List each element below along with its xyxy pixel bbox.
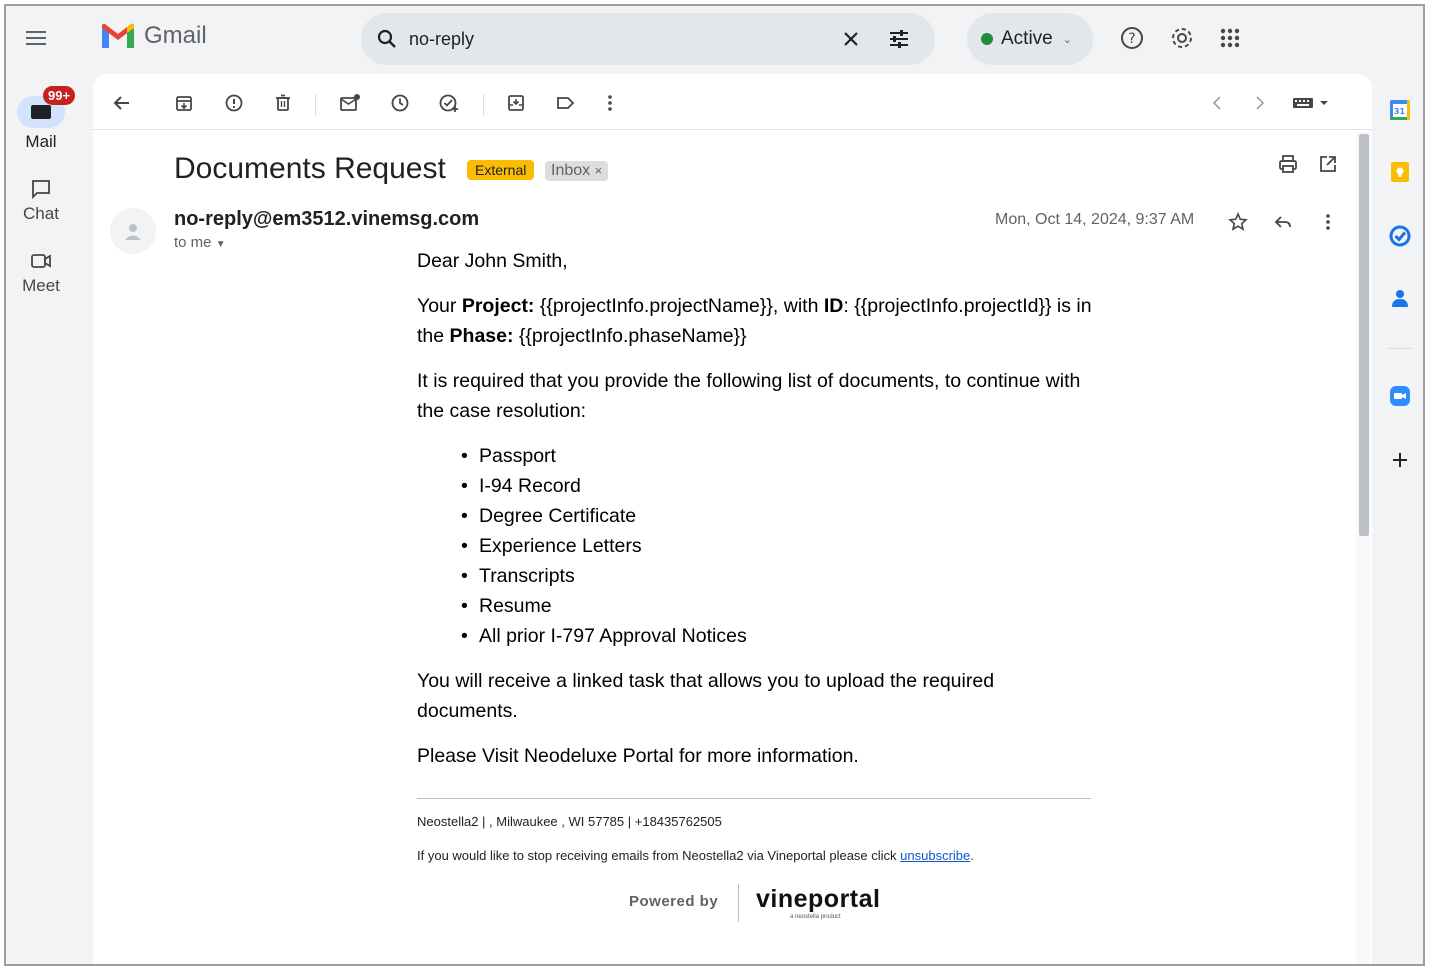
open-new-window-icon[interactable]: [1316, 152, 1340, 176]
email-view: [93, 74, 1372, 966]
inbox-label-text: Inbox: [551, 162, 591, 179]
inbox-label-chip[interactable]: [545, 161, 608, 181]
rail-item-meet[interactable]: [6, 246, 76, 296]
rail-label-chat: Chat: [23, 204, 59, 223]
remove-label-icon[interactable]: ×: [594, 163, 603, 178]
clear-search-icon[interactable]: [839, 27, 863, 51]
app-name: Gmail: [144, 22, 207, 49]
vineportal-tagline: a neostella product: [790, 914, 841, 920]
required-paragraph: It is required that you provide the following list of documents, to continue with the case resolution:: [417, 370, 1081, 422]
side-panel-rail: [1376, 70, 1425, 966]
label-tag-icon[interactable]: [554, 92, 576, 114]
print-icon[interactable]: [1276, 152, 1300, 176]
email-toolbar: [93, 74, 1372, 130]
rail-label-meet: Meet: [22, 276, 60, 295]
apps-grid-icon[interactable]: [1216, 24, 1244, 52]
report-spam-icon[interactable]: [223, 92, 245, 114]
recipient-details[interactable]: [174, 234, 226, 251]
more-vertical-icon[interactable]: [599, 92, 621, 114]
unsubscribe-prefix: If you would like to stop receiving emails from Neostella2 via Vineportal please click: [417, 848, 901, 863]
greeting: Dear John Smith,: [417, 250, 568, 272]
toolbar-divider: [483, 94, 484, 116]
input-tools-keyboard-icon[interactable]: [1291, 92, 1331, 114]
newer-chevron-left-icon[interactable]: [1206, 92, 1228, 114]
list-item: • Resume: [461, 591, 1097, 621]
tasks-icon[interactable]: [1388, 224, 1412, 248]
caret-down-icon: ▼: [215, 239, 226, 250]
project-label: Project:: [461, 295, 535, 317]
calendar-day-label: 31: [1393, 107, 1406, 116]
search-icon[interactable]: [375, 27, 399, 51]
top-bar: [6, 6, 1423, 70]
reply-icon[interactable]: [1271, 210, 1295, 234]
chat-icon: [30, 178, 52, 200]
email-body: [417, 246, 1097, 786]
unsubscribe-suffix: .: [970, 848, 974, 863]
email-subject: Documents Request: [174, 152, 446, 185]
gmail-m-icon: [100, 22, 136, 50]
mail-pill: [17, 88, 71, 128]
project-prefix: Your: [417, 295, 462, 317]
phase-value: {{projectInfo.phaseName}}: [513, 325, 747, 347]
project-value: {{projectInfo.projectName}}, with: [534, 295, 824, 317]
search-bar[interactable]: [361, 13, 935, 65]
documents-list: [461, 441, 1097, 651]
keep-icon[interactable]: [1388, 160, 1412, 184]
person-icon: [121, 219, 145, 243]
list-item: • Passport: [461, 441, 1097, 471]
move-to-icon[interactable]: [505, 92, 527, 114]
unsubscribe-link[interactable]: unsubscribe: [900, 848, 971, 863]
id-label: ID: [823, 295, 844, 317]
portal-paragraph: Please Visit Neodeluxe Portal for more information.: [417, 745, 859, 767]
left-nav-rail: [6, 70, 76, 966]
calendar-icon[interactable]: [1388, 98, 1412, 122]
upload-paragraph: You will receive a linked task that allows you to upload the required documents.: [417, 670, 995, 722]
gmail-logo[interactable]: [100, 22, 207, 50]
list-item: • I-94 Record: [461, 471, 1097, 501]
sender-email[interactable]: no-reply@em3512.vinemsg.com: [174, 208, 480, 230]
footer-unsubscribe-text: [417, 848, 974, 863]
external-label-chip: External: [467, 160, 534, 180]
archive-icon[interactable]: [173, 92, 195, 114]
list-item: • Experience Letters: [461, 531, 1097, 561]
settings-gear-icon[interactable]: [1168, 24, 1196, 52]
back-arrow-icon[interactable]: [111, 92, 133, 114]
id-value: : {{projectInfo.projectId}} is in the: [417, 295, 1092, 347]
rail-divider: [1388, 348, 1412, 349]
list-item: • Degree Certificate: [461, 501, 1097, 531]
recipient-label: to me: [174, 234, 212, 251]
phase-label: Phase:: [449, 325, 514, 347]
toolbar-divider: [315, 94, 316, 116]
zoom-video-icon[interactable]: [1388, 384, 1412, 408]
add-to-tasks-icon[interactable]: [438, 92, 460, 114]
delete-icon[interactable]: [272, 92, 294, 114]
footer-address: Neostella2 | , Milwaukee , WI 57785 | +18435762505: [417, 814, 722, 829]
list-item: • All prior I-797 Approval Notices: [461, 621, 1097, 651]
contacts-icon[interactable]: [1388, 286, 1412, 310]
video-icon: [29, 251, 53, 271]
main-menu-icon[interactable]: [22, 24, 50, 52]
mark-unread-icon[interactable]: [339, 92, 361, 114]
unread-count-badge: 99+: [43, 86, 75, 105]
snooze-clock-icon[interactable]: [389, 92, 411, 114]
footer-divider: [417, 798, 1091, 799]
list-item: • Transcripts: [461, 561, 1097, 591]
rail-label-mail: Mail: [25, 132, 57, 151]
star-icon[interactable]: [1226, 210, 1250, 234]
search-input[interactable]: [409, 25, 829, 53]
rail-item-mail[interactable]: [6, 88, 76, 152]
help-icon[interactable]: [1118, 24, 1146, 52]
powered-by-text: Powered by: [629, 893, 719, 910]
status-label: Active: [1001, 28, 1053, 49]
powered-divider: [738, 884, 739, 922]
older-chevron-right-icon[interactable]: [1249, 92, 1271, 114]
add-addon-plus-icon[interactable]: [1388, 448, 1412, 472]
scrollbar-thumb[interactable]: [1359, 134, 1369, 536]
sender-avatar[interactable]: [110, 208, 156, 254]
rail-item-chat[interactable]: [6, 174, 76, 224]
search-options-icon[interactable]: [887, 27, 911, 51]
email-date: Mon, Oct 14, 2024, 9:37 AM: [995, 211, 1195, 228]
gmail-window: [4, 4, 1425, 966]
active-dot-icon: [981, 33, 993, 45]
project-paragraph: [417, 291, 1097, 351]
svg-text:?: ?: [1128, 31, 1136, 47]
vineportal-logo: vineportal: [756, 885, 881, 913]
chevron-down-icon: ⌄: [1062, 33, 1072, 46]
status-selector[interactable]: [967, 13, 1093, 65]
mail-icon: [30, 103, 52, 121]
more-vertical-icon[interactable]: [1316, 210, 1340, 234]
